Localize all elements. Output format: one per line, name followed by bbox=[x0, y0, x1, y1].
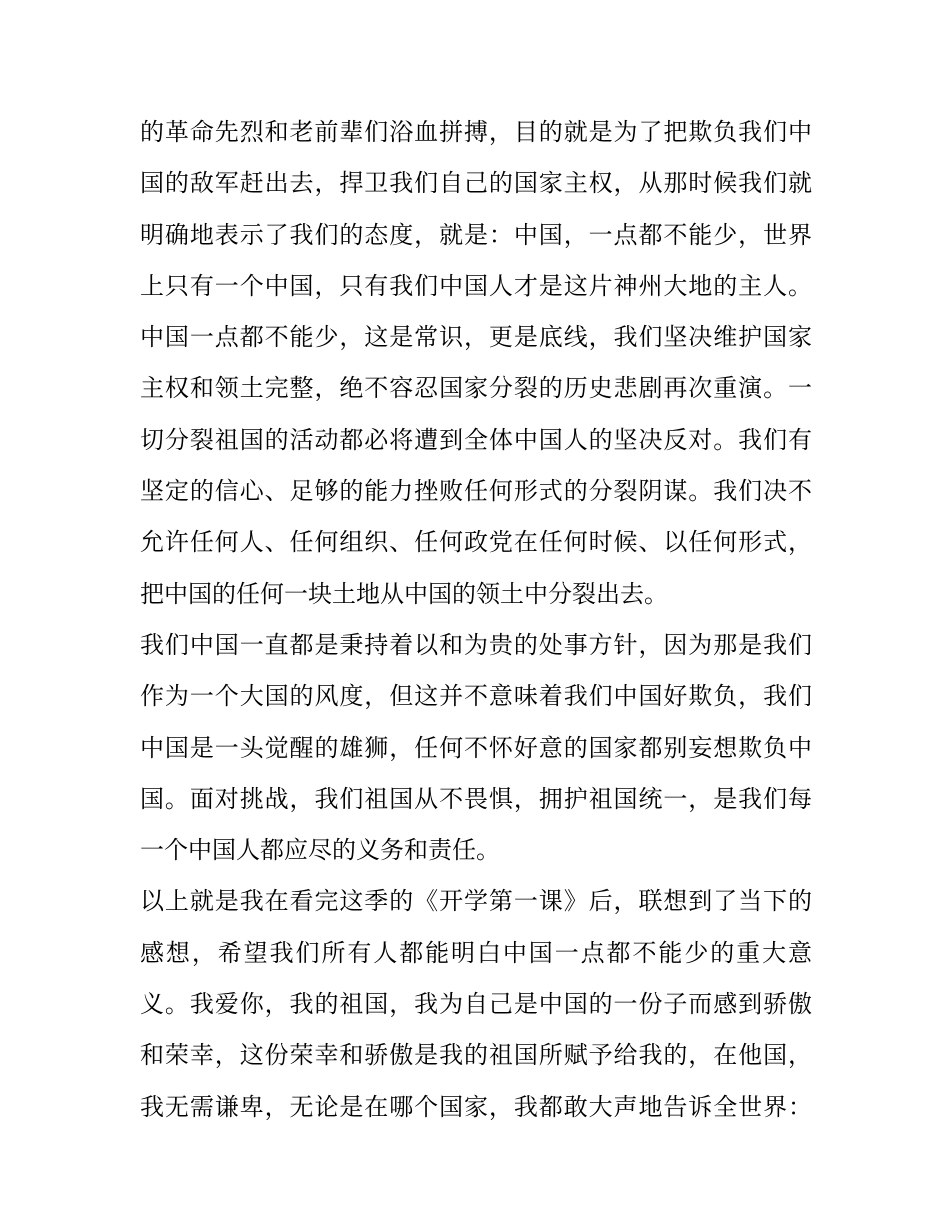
text-line: 切分裂祖国的活动都必将遭到全体中国人的坚决反对。我们有 bbox=[140, 425, 812, 454]
text-line: 中国是一头觉醒的雄狮，任何不怀好意的国家都别妄想欺负中 bbox=[140, 733, 812, 762]
text-line: 义。我爱你，我的祖国，我为自己是中国的一份子而感到骄傲 bbox=[140, 990, 812, 1019]
text-line: 一个中国人都应尽的义务和责任。 bbox=[140, 836, 500, 865]
text-line: 作为一个大国的风度，但这并不意味着我们中国好欺负，我们 bbox=[140, 682, 812, 711]
text-line: 以上就是我在看完这季的《开学第一课》后，联想到了当下的 bbox=[140, 887, 812, 916]
text-line: 主权和领土完整，绝不容忍国家分裂的历史悲剧再次重演。一 bbox=[140, 374, 812, 403]
text-line: 坚定的信心、足够的能力挫败任何形式的分裂阴谋。我们决不 bbox=[140, 477, 812, 506]
text-line: 国。面对挑战，我们祖国从不畏惧，拥护祖国统一，是我们每 bbox=[140, 784, 812, 813]
text-line: 上只有一个中国，只有我们中国人才是这片神州大地的主人。 bbox=[140, 271, 812, 300]
text-line: 我们中国一直都是秉持着以和为贵的处事方针，因为那是我们 bbox=[140, 630, 812, 659]
text-line: 我无需谦卑，无论是在哪个国家，我都敢大声地告诉全世界： bbox=[140, 1092, 812, 1121]
text-line: 国的敌军赶出去，捍卫我们自己的国家主权，从那时候我们就 bbox=[140, 169, 812, 198]
text-line: 允许任何人、任何组织、任何政党在任何时候、以任何形式， bbox=[140, 528, 812, 557]
text-line: 和荣幸，这份荣幸和骄傲是我的祖国所赋予给我的，在他国， bbox=[140, 1041, 812, 1070]
text-line: 的革命先烈和老前辈们浴血拼搏，目的就是为了把欺负我们中 bbox=[140, 118, 812, 146]
text-line: 感想，希望我们所有人都能明白中国一点都不能少的重大意 bbox=[140, 938, 812, 967]
text-line: 明确地表示了我们的态度，就是：中国，一点都不能少，世界 bbox=[140, 220, 812, 249]
document-body bbox=[140, 107, 812, 1133]
text-line: 把中国的任何一块土地从中国的领土中分裂出去。 bbox=[140, 579, 668, 608]
text-line: 中国一点都不能少，这是常识，更是底线，我们坚决维护国家 bbox=[140, 323, 812, 352]
